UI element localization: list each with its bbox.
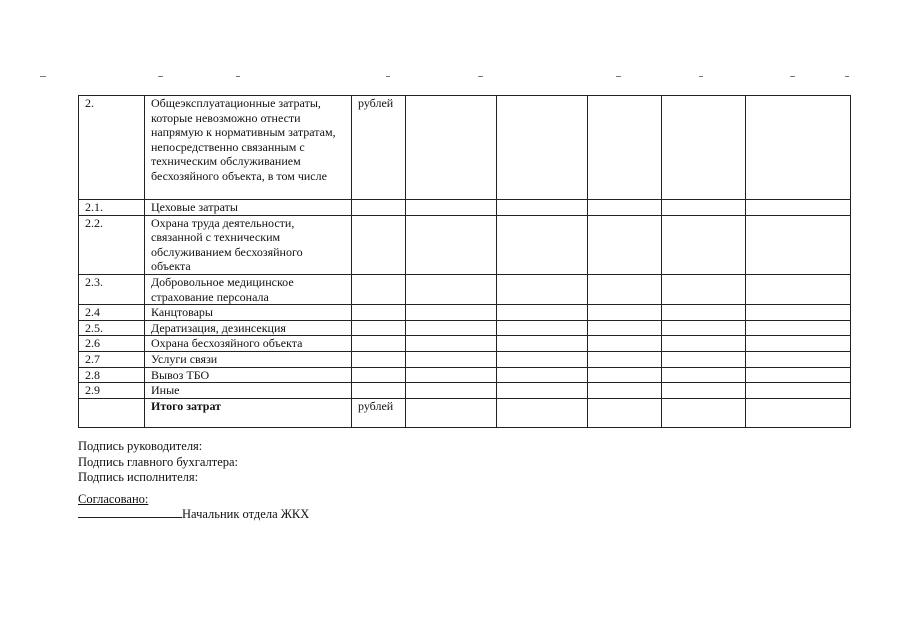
table-row (79, 96, 851, 200)
row-number-cell: 2.2. (79, 215, 145, 274)
value-cell (746, 305, 851, 321)
signature-line (78, 507, 182, 518)
value-cell (497, 305, 588, 321)
value-cell (746, 367, 851, 383)
value-cell (662, 305, 746, 321)
value-cell (497, 367, 588, 383)
value-cell (746, 200, 851, 216)
row-description-cell: Итого затрат (145, 398, 352, 427)
table-row (79, 351, 851, 367)
value-cell (406, 398, 497, 427)
row-unit-cell (352, 305, 406, 321)
value-cell (588, 336, 662, 352)
value-cell (497, 336, 588, 352)
value-cell (746, 398, 851, 427)
value-cell (406, 200, 497, 216)
row-number-cell: 2.6 (79, 336, 145, 352)
value-cell (588, 274, 662, 304)
chief-accountant-signature-label: Подпись главного бухгалтера: (78, 454, 239, 469)
value-cell (588, 398, 662, 427)
value-cell (746, 320, 851, 336)
value-cell (497, 383, 588, 399)
value-cell (662, 215, 746, 274)
table-row (79, 215, 851, 274)
value-cell (662, 336, 746, 352)
scan-tick-marks (0, 74, 902, 80)
value-cell (588, 367, 662, 383)
value-cell (406, 351, 497, 367)
executor-signature-label: Подпись исполнителя: (78, 470, 199, 485)
table-row (79, 305, 851, 321)
row-number-cell: 2.4 (79, 305, 145, 321)
agreed-title: Начальник отдела ЖКХ (182, 507, 310, 522)
value-cell (406, 215, 497, 274)
value-cell (662, 398, 746, 427)
row-unit-cell (352, 336, 406, 352)
value-cell (497, 320, 588, 336)
row-unit-cell: рублей (352, 96, 406, 200)
row-description-cell: Охрана труда деятельности, связанной с техническим обслуживанием бесхозяйного объекта (145, 215, 352, 274)
signature-block (78, 439, 309, 523)
row-description-cell: Услуги связи (145, 351, 352, 367)
total-row (79, 398, 851, 427)
row-unit-cell (352, 274, 406, 304)
value-cell (746, 274, 851, 304)
row-description-cell: Общеэксплуатационные затраты, которые невозможно отнести напрямую к нормативным затратам, непосредственно связанным с техническим обслуживанием бесхозяйного объекта, в том числе (145, 96, 352, 200)
row-number-cell (79, 398, 145, 427)
row-unit-cell (352, 215, 406, 274)
value-cell (588, 320, 662, 336)
table-row (79, 200, 851, 216)
table-row (79, 367, 851, 383)
value-cell (497, 200, 588, 216)
value-cell (497, 351, 588, 367)
value-cell (662, 274, 746, 304)
row-number-cell: 2.7 (79, 351, 145, 367)
head-signature-label: Подпись руководителя: (78, 439, 203, 453)
row-unit-cell (352, 200, 406, 216)
value-cell (662, 320, 746, 336)
value-cell (746, 336, 851, 352)
value-cell (497, 215, 588, 274)
value-cell (662, 200, 746, 216)
table-row (79, 274, 851, 304)
table-row (79, 320, 851, 336)
value-cell (406, 305, 497, 321)
row-unit-cell (352, 320, 406, 336)
row-unit-cell (352, 351, 406, 367)
row-unit-cell (352, 383, 406, 399)
row-description-cell: Добровольное медицинское страхование персонала (145, 274, 352, 304)
agreed-label: Согласовано: (78, 491, 149, 506)
value-cell (588, 305, 662, 321)
table-row (79, 383, 851, 399)
row-description-cell: Охрана бесхозяйного объекта (145, 336, 352, 352)
value-cell (406, 367, 497, 383)
value-cell (662, 351, 746, 367)
row-number-cell: 2.1. (79, 200, 145, 216)
table-row (79, 336, 851, 352)
value-cell (497, 274, 588, 304)
row-description-cell: Иные (145, 383, 352, 399)
row-description-cell: Дератизация, дезинсекция (145, 320, 352, 336)
row-number-cell: 2.5. (79, 320, 145, 336)
value-cell (406, 274, 497, 304)
value-cell (588, 200, 662, 216)
value-cell (588, 383, 662, 399)
value-cell (406, 96, 497, 200)
value-cell (746, 96, 851, 200)
row-number-cell: 2. (79, 96, 145, 200)
value-cell (588, 96, 662, 200)
row-number-cell: 2.3. (79, 274, 145, 304)
value-cell (746, 351, 851, 367)
value-cell (406, 320, 497, 336)
expense-table (78, 95, 851, 428)
value-cell (662, 367, 746, 383)
value-cell (406, 383, 497, 399)
expense-table-body (79, 96, 851, 428)
value-cell (662, 383, 746, 399)
value-cell (497, 398, 588, 427)
value-cell (662, 96, 746, 200)
value-cell (746, 383, 851, 399)
agreed-signature-row (78, 507, 309, 523)
value-cell (746, 215, 851, 274)
row-description-cell: Вывоз ТБО (145, 367, 352, 383)
row-number-cell: 2.9 (79, 383, 145, 399)
row-description-cell: Цеховые затраты (145, 200, 352, 216)
value-cell (588, 215, 662, 274)
value-cell (497, 96, 588, 200)
row-unit-cell (352, 367, 406, 383)
value-cell (588, 351, 662, 367)
row-number-cell: 2.8 (79, 367, 145, 383)
row-description-cell: Канцтовары (145, 305, 352, 321)
value-cell (406, 336, 497, 352)
row-unit-cell: рублей (352, 398, 406, 427)
